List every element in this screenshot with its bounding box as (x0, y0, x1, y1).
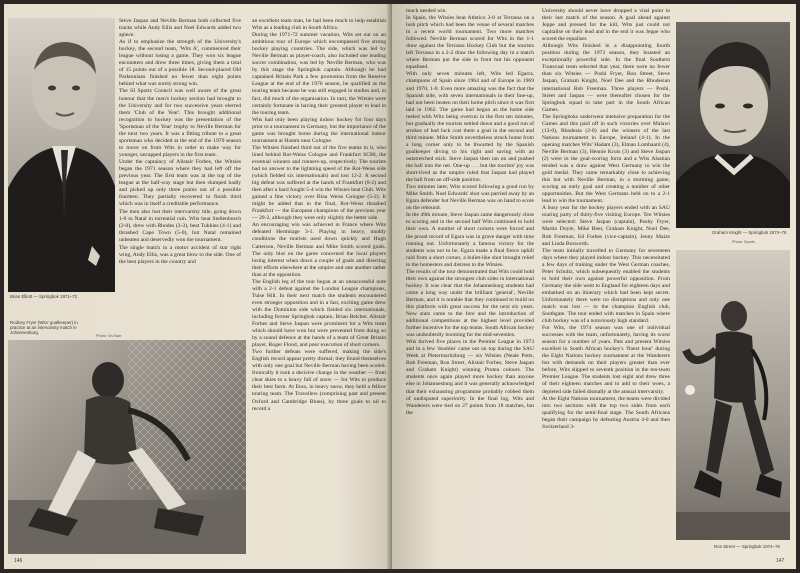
portrait-photo-brian-elliott (8, 18, 115, 292)
right-folio: 147 (776, 558, 785, 564)
right-col2 (542, 8, 670, 554)
portrait-photo-graham-knight (676, 22, 790, 228)
portrait-image (8, 18, 115, 292)
street-image (676, 250, 790, 540)
right-col1-text: much needed win. In Spain, the Witsies beat Atletico 3-0 at Terrassa on a lush pitch which had been the venue of several matches in a recent world tournament. Two more matches followed. Neville Berman scored for Wits in the 1-1 draw against the Terrassa Hockey Club but the tourists left Terrassa in a 2-2 draw the following day in a match where Berman put the side in front but his opponent equalised. With only seven minutes left, Wits led Egarra, champions of Spain since 1964 and of Europe in 1969 and 1970, 1-0. Even more amazing was the fact that the Spanish side, with seven internationals in their line-up, had not been beaten on their home pitch since it was first laid in 1962. The game had begun as the home side reeled with Wits being overrun in the first ten minutes, but gradually the tourists settled down and a good run of strokes of bad luck cost them a goal in the second and third minute. Mike Smith nevertheless struck home from a long corner only to be thwarted by the Spanish goalkeeper diving to his right and saving with an outstretched stick. Steve Jaspan then ran on and pushed the ball into the net. One-up . . . but the tourists' joy was short-lived as the umpire ruled that Jaspan had played the ball from an off-side position. Two minutes later, Wits scored following a good run by Mike Smith. Noel Edwards' shot was parried away by an Egara defender but Neville Berman was on hand to score on the rebound. In the 49th minute, Steve Jaspan came dangerously close to scoring and in the second half Wits continued to hold their own. A number of short corners were forced and the proud record of Egara was in grave danger with time running out. Unfortunately a famous victory for the students was not to be. Egara made a final fierce uphill raid from a short corner, a bullet-like shot brought relief to the homesters and distress to the Witsies. The results of the tour demonstrated that Wits could hold their own against the strongest club sides in international hockey. It was clear that the Johannesburg students had come a long way under the brilliant 'general', Neville Berman, and it is notable that they continued to build on this platform with great success for the next six years. Now stars came to the fore and the introduction of additional competitions at the highest level provided further incentive for the top teams. South African hockey was undoubtedly booming for the mid-seventies. Wits thrived five places in the Premier League in 1973 and in a few 'doubles' came out on top during the SAU Week at Pietermaritzburg — six Witsies (Neale Potts, Rob Freeman, Ron Street, Alistair Forbes, Steve Jaspan and Graham Knight) winning Protea colours. The students once again played more hockey than anyone else in Johannesburg and it was generally acknowledged that their exhausting programme probably robbed them of undisputed superiority. In the final log, Wits and Wanderers were tied on 27 points from 18 matches, but the (406, 8, 534, 416)
knight-image (676, 22, 790, 228)
left-page (4, 4, 392, 569)
knight-credit: Photo: Sports (732, 240, 756, 244)
left-col1-top-text: Steve Jaspan and Neville Berman both collected five tracks while Andy Ellis and Noel Edwards added two apiece. As if to emphasize the strength of the University's hockey, the second team, 'Wits A', commenced their league without losing a game. They won six league encounters and drew three times, giving them a total of 15 points out of a possible 18. Second-placed Old Parktonians finished no fewer than eight points behind what was surely strong win. The SI Sports Council was well aware of the great honour that the men's hockey section had brought to the University and for two successive years elected them 'Club of the Year'. This brought additional recognition to hockey was the presentation of the 'Sportsman of the Year' trophy to Neville Berman for the next two years. It was a fitting tribute to a great sportsman who decided at the end of the 1970 season to move on from Wits in order to make way for younger, uncapped players in the first team. Under the captaincy of Alistair Forbes, the Witsies began the 1971 season where they had left off the previous year. The first team was at the top of the league at the half-way stage but then slumped badly and picked up only three points out of a possible fourteen. They partially recovered to finish third which was in itself a creditable performance. (119, 18, 241, 208)
photo1-caption: Brian Elliott — Springbok 1971–72 (10, 294, 78, 299)
action-photo-ron-street (676, 250, 790, 540)
right-page (392, 4, 796, 569)
street-caption: Ron Street — Springbok 1974–76 (714, 544, 780, 549)
photo2-caption: Rodney Fryer (Wits' goalkeeper) in practice at an intervarsity match in Johannesburg. (10, 320, 78, 336)
knight-caption: Graham Knight — Springbok 1974–76 (712, 230, 787, 235)
left-col2-text: an excellent team man, he had been much to help establish Wits as a leading club in South Africa. During the 1971-72 summer vacation, Wits set out on an ambitious tour of Europe which encompassed five strong hockey playing countries. The side, which was led by Neville Berman as player-coach, also included one leading soccer combination, was led by Neville Berman, who was by this stage the Springbok captain. Although he had captained Britain Park a few promotion from the Reserve League at the end of the 1970 season, he qualified as the touring team because he was still engaged in studies and, in fact, did much of the organisation. In turn, the Witsies were certainly fortunate in having their greatest player to lead in the touring team. Wits had only been playing indoor hockey for four days prior to a tournament in Germany, but the importance of the game was brought home during the international indoor tournament at Hamm near Cologne. The Witsies finished third out of the five teams in it, who lined behind Rot-Weiss Cologne and Frankfurt SC80, the eventual winners and runners-up, respectively. The tourists had no answer to the lightning speed of the Rot-Weiss side (which fielded six internationals) and lost 12-2. A second big defeat was suffered at the hands of Frankfurt (8-2) and then after a hard fought 5-4 win the Witsies beat Club. Wits gained a fine victory over Blau Weiss Cologne (5-2). It might be added that in the final, Rot-Weiss thrashed Frankfurt — the European champions of the previous year — 20-2, although they were only slightly the better side. An encouraging win was achieved in France where Wits defeated Hermitage 3-1. Playing in heavy, muddy conditions the tourists used down quickly and Hugh Catterson, Neville Berman and Mike Smith scored goals. The only blot on the game concerned the local players losing interest when down a couple of goals and directing their efforts elsewhere at the umpire and one another rather than at the opposition. The English leg of the tour began at an unsuccessful note with a 2-1 defeat against the London League champions, Tulse Hill. In their next match the students encountered even stronger opposition and in a fast, exciting game drew with the Dominion side which fielded six internationals, including former Springbok captain, Brian Belcher. Alistair Forbes and Steve Jaspan were prominent for a Wits team which should have won but were prevented from doing so by a sound defence at the hands of a team of Great Britain player, Roger Flood, and poor execution of short corners. Two further defeats were suffered, making the side's English record appear pretty dismal; they found themselves with only one goal but Neville Berman having been scored. Ironically it took a decisive change in the weather — from clear skies to a heavy fall of snow — for Wits to produce their best form. At Eton, in heavy snow, they held a fellow touring team. The Travellers (comprising past and present Oxford and Cambridge Blues), by three goals to nil to record a (252, 18, 386, 412)
left-col2 (252, 18, 386, 554)
right-col1 (406, 8, 534, 554)
left-folio: 146 (14, 558, 23, 564)
left-col1-bottom-para: The men also lost their intervarsity title, going down 1-0 to Natal in torrential rain. Wits beat Stellenbosch (2-0), drew with Rhodes (3-3), beat Tukkies (4-1) and thrashed Cape Town (5-0), but Natal remained unbeaten and deservedly won the tournament. The single match in a motor accident of star right wing, Andy Ellis, was a great blow to the side. One of the best players in the country and (119, 209, 241, 265)
right-col2-text: University should never have dropped a vital point in their last match of the season. A goal ahead against Jeppe and pressed for the kill, Wits just could not capitalise on their lead and in the end it was Jeppe who scored the equaliser. Although Wits finished in a disappointing fourth position during the 1973 season, they boasted an exceptionally powerful side. In the final Southern Transvaal team selected that year, there were no fewer than six Witsies — Poshi Fryer, Ron Street, Steve Jaspan, Graham Knight, Noel Dee and the Rhodesian international Rob Freeman. Three players — Poshi, Street and Jaspan — were thereafter chosen for the Springbok squad to take part in the South African Games. The Springboks underwent intensive preparation for the Games and this paid off in such victories over Malawi (13-0), Rhodesia (2-0) and the winners of the last Nations tournament in Europe, Ireland (4-1). In the opening matches Wits' Hadam (3), Elman Lombaard (4), Neville Berman (3), Hennie Kruis (3) and Steve Jaspan (2) were in the goal-scoring form and a Wits Alsatian tended was a draw against West Germany to win the gold medal. They came remarkably close to achieving this but with Neville Berman, in a storming game, scoring an early goal and creating a number of other opportunities. But the West Germans held on to a 2-1 lead to win the tournament. A busy year for the hockey players ended with an SAU touring party of thirty-five visiting Europe. Ten Witsies were selected: Steve Jaspan (captain), Poshy Fryer, Martin Doyle, Mike Beer, Graham Knight, Noel Dee, Rob Freeman, Ed Forbes (vice-captain), Jenny Maize and Linda Bosworth. The team initially travelled to Germany for seventeen days where they played indoor hockey. This necessitated a few days of training under the West German coaches, Peter Schultz, which subsequently enabled the students to hold their own against powerful opposition. From Germany the side went to England for eighteen days and embarked on an itinerary which had been kept secret. Unfortunately there were no disruptions and only one match was lost — to the champion English club, Southgate. The tour ended with matches in Spain where club hockey was of a notoriously high standard. For Wits, the 1974 season was one of individual successes with the team, unfortunately, having its worst season for a number of years. Past and present Witsies excelled in South African hockey's 'finest hour' during the Eight Nations hockey tournament at the Wanderers but with demands on their players greater than ever before, Wits slipped to seventh position in the ten-team Premier League. The students lost eight and drew three of their eighteen matches and to add to their woes, a depleted side failed dismally at the annual intervarsity. At the Eight Nations tournament, the teams were divided into two sections with the top two sides from each qualifying for the semi-final stage. The South Africans began their campaign by defeating Austria 4-0 and then Switzerland 3- (542, 8, 670, 430)
photo2-credit: Photo: Viv Barr (96, 334, 122, 338)
goalkeeper-image (8, 340, 246, 554)
goalkeeper-photo (8, 340, 246, 554)
left-col1-top (119, 18, 241, 336)
